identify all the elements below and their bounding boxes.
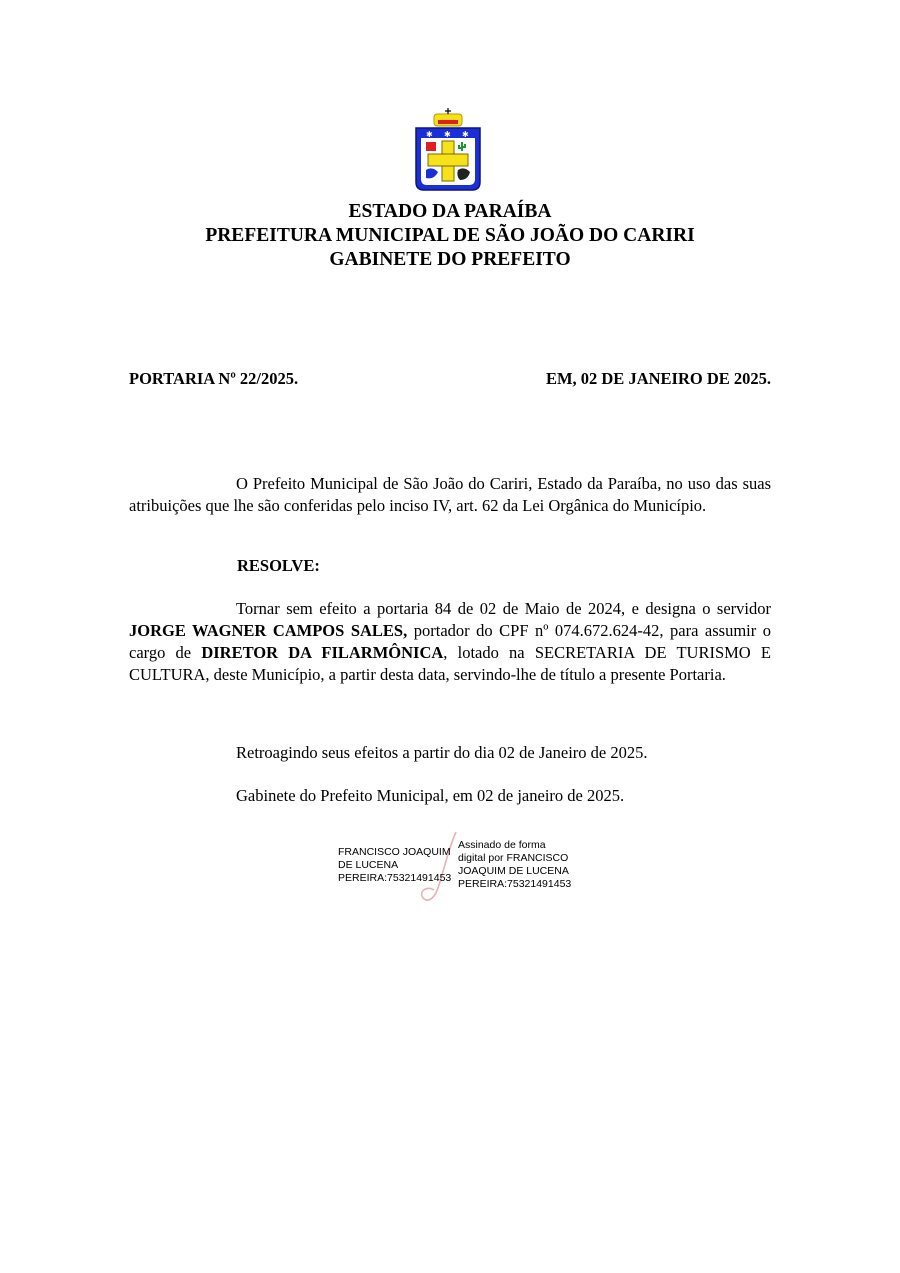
servant-name: JORGE WAGNER CAMPOS SALES, (129, 621, 408, 640)
svg-text:✱: ✱ (444, 130, 451, 139)
signer-line-1: FRANCISCO JOAQUIM (338, 846, 451, 858)
header-state: ESTADO DA PARAÍBA (348, 201, 552, 222)
signer-name-block (338, 846, 456, 885)
signature-note-line-3: JOAQUIM DE LUCENA (458, 865, 569, 877)
signature-note-line-4: PEREIRA:75321491453 (458, 878, 572, 890)
svg-text:✱: ✱ (426, 130, 433, 139)
designation-paragraph (129, 598, 771, 686)
svg-text:✱: ✱ (462, 130, 469, 139)
digital-signature (338, 836, 588, 908)
intro-paragraph: O Prefeito Municipal de São João do Cariri, Estado da Paraíba, no uso das suas atribuições que lhe são conferidas pelo inciso IV, art. 62 da Lei Orgânica do Município. (129, 474, 771, 515)
designation-text-2: portador do CPF nº 074.672.624-42, para assumir o cargo de (129, 621, 772, 662)
signature-note-line-1: Assinado de forma (458, 839, 546, 851)
signature-note-block (458, 839, 588, 891)
signature-note-line-2: digital por FRANCISCO (458, 852, 569, 864)
designation-text-1: Tornar sem efeito a portaria 84 de 02 de Maio de 2024, e designa o servidor (236, 599, 771, 618)
gabinete-line: Gabinete do Prefeito Municipal, em 02 de janeiro de 2025. (236, 786, 625, 805)
resolve-heading: RESOLVE: (237, 556, 320, 575)
portaria-number: PORTARIA Nº 22/2025. (129, 369, 299, 388)
signer-line-2: DE LUCENA (338, 859, 399, 871)
header-prefecture: PREFEITURA MUNICIPAL DE SÃO JOÃO DO CARIRI (205, 225, 695, 246)
portaria-date: EM, 02 DE JANEIRO DE 2025. (545, 369, 771, 388)
municipal-coat-of-arms-icon (412, 108, 484, 194)
role-name: DIRETOR DA FILARMÔNICA (201, 643, 444, 662)
signer-line-3: PEREIRA:75321491453 (338, 872, 452, 884)
retroactive-line: Retroagindo seus efeitos a partir do dia 02 de Janeiro de 2025. (236, 743, 648, 762)
designation-text-3: , lotado na SECRETARIA DE TURISMO E CULTURA, deste Município, a partir desta data, servindo-lhe de título a presente Portaria. (129, 643, 771, 684)
header-office: GABINETE DO PREFEITO (329, 249, 571, 270)
